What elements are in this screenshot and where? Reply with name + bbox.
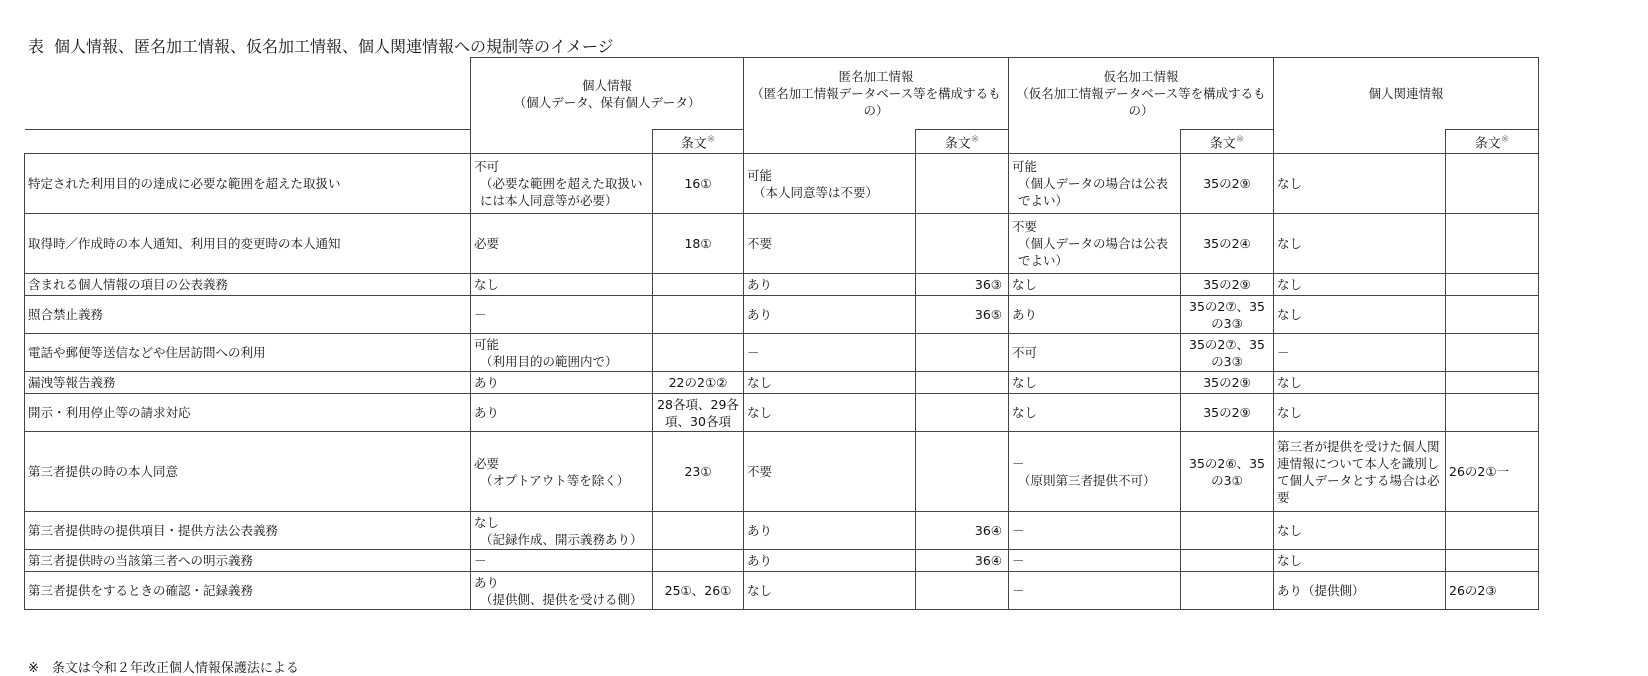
row-label-text: 電話や郵便等送信などや住居訪問への利用: [28, 345, 266, 360]
cell-related-info: [1274, 550, 1446, 572]
cell-value: あり: [1012, 307, 1038, 322]
footnote: ※ 条文は令和２年改正個人情報保護法による: [28, 661, 299, 676]
cell-personal-info: [471, 550, 653, 572]
cell-article: [1181, 394, 1274, 432]
cell-article: [653, 214, 744, 274]
cell-value: なし: [1012, 375, 1038, 390]
cell-anonymized-info: [744, 154, 916, 214]
cell-value: あり: [747, 277, 773, 292]
cell-value: なし: [1277, 176, 1303, 191]
cell-value: なし: [747, 405, 773, 420]
cell-pseudonymized-info: [1009, 274, 1181, 296]
cell-pseudonymized-info: [1009, 512, 1181, 550]
cell-note: （提供側、提供を受ける側）: [480, 591, 643, 607]
cell-value: 可能: [1012, 159, 1038, 174]
cell-article: [1446, 214, 1539, 274]
row-label-text: 照合禁止義務: [28, 307, 104, 322]
cell-personal-info: [471, 372, 653, 394]
cell-value: なし: [474, 277, 500, 292]
table-row: [25, 334, 1539, 372]
article-value: 35の2④: [1203, 236, 1251, 251]
cell-article: [1181, 432, 1274, 512]
article-value: 35の2⑨: [1203, 375, 1251, 390]
cell-article: [1446, 154, 1539, 214]
article-header: 条文※: [653, 130, 744, 154]
column-header-sub: （仮名加工情報データベース等を構成するもの）: [1016, 86, 1266, 118]
cell-article: [653, 274, 744, 296]
cell-anonymized-info: [744, 394, 916, 432]
cell-article: [1446, 572, 1539, 610]
cell-article: [1181, 550, 1274, 572]
cell-value: －: [1012, 553, 1025, 568]
corner-cell: [25, 58, 471, 130]
cell-article: [653, 154, 744, 214]
cell-article: [1181, 334, 1274, 372]
cell-value: 必要: [474, 236, 500, 251]
row-label-text: 開示・利用停止等の請求対応: [28, 405, 191, 420]
cell-anonymized-info: [744, 572, 916, 610]
cell-article: [1446, 512, 1539, 550]
table-title: [28, 34, 614, 57]
table-row: [25, 550, 1539, 572]
table-title-text: 個人情報、匿名加工情報、仮名加工情報、個人関連情報への規制等のイメージ: [54, 37, 614, 56]
cell-value: なし: [1277, 553, 1303, 568]
cell-value: なし: [1277, 236, 1303, 251]
cell-article: [653, 296, 744, 334]
cell-note: （利用目的の範囲内で）: [480, 353, 618, 369]
cell-article: [1181, 214, 1274, 274]
cell-related-info: [1274, 394, 1446, 432]
column-header-pseudonymized-info: [1009, 58, 1274, 130]
cell-article: [1181, 296, 1274, 334]
row-label: [25, 334, 471, 372]
row-label: [25, 154, 471, 214]
cell-article: [916, 334, 1009, 372]
article-value: 35の2⑨: [1203, 405, 1251, 420]
column-header-anonymized-info: [744, 58, 1009, 130]
cell-value: 必要: [474, 455, 500, 471]
article-value: 25①、26①: [664, 583, 732, 598]
cell-article: [1446, 274, 1539, 296]
cell-related-info: [1274, 512, 1446, 550]
cell-article: [1181, 512, 1274, 550]
cell-value: 不要: [747, 236, 773, 251]
cell-value: あり: [474, 405, 500, 420]
cell-value: なし: [474, 514, 500, 530]
table-row: [25, 154, 1539, 214]
table-row: [25, 274, 1539, 296]
row-label-text: 漏洩等報告義務: [28, 375, 116, 390]
article-value: 23①: [684, 464, 712, 479]
cell-value: なし: [1277, 307, 1303, 322]
cell-article: [1181, 274, 1274, 296]
cell-anonymized-info: [744, 432, 916, 512]
article-value: 35の2⑥、35の3①: [1189, 455, 1265, 488]
cell-value: －: [474, 307, 487, 322]
cell-article: [653, 432, 744, 512]
table-row: [25, 512, 1539, 550]
cell-article: [916, 572, 1009, 610]
row-label-text: 第三者提供の時の本人同意: [28, 464, 179, 479]
cell-pseudonymized-info: [1009, 572, 1181, 610]
article-header: 条文※: [1446, 130, 1539, 154]
cell-anonymized-info: [744, 372, 916, 394]
article-value: 26の2③: [1449, 583, 1497, 598]
cell-note: （個人データの場合は公表でよい）: [1018, 236, 1169, 268]
column-header-name: 個人関連情報: [1368, 86, 1444, 101]
cell-value: 第三者が提供を受けた個人関連情報について本人を識別して個人データとする場合は必要: [1277, 438, 1440, 505]
cell-article: [1446, 432, 1539, 512]
table-title-mark: 表: [28, 37, 45, 56]
cell-value: なし: [1277, 405, 1303, 420]
column-header-related-info: [1274, 58, 1539, 130]
article-header: 条文※: [916, 130, 1009, 154]
row-label: [25, 512, 471, 550]
cell-personal-info: [471, 296, 653, 334]
cell-article: [916, 512, 1009, 550]
cell-value: なし: [1277, 277, 1303, 292]
cell-pseudonymized-info: [1009, 372, 1181, 394]
cell-article: [653, 550, 744, 572]
cell-article: [1446, 334, 1539, 372]
cell-value: なし: [1012, 277, 1038, 292]
row-label: [25, 572, 471, 610]
header-spacer: [1274, 130, 1446, 154]
article-value: 35の2⑦、35の3③: [1189, 298, 1265, 331]
cell-personal-info: [471, 334, 653, 372]
cell-note: （必要な範囲を超えた取扱いには本人同意等が必要）: [480, 176, 643, 208]
article-value: 18①: [684, 236, 712, 251]
cell-article: [1181, 154, 1274, 214]
row-label: [25, 394, 471, 432]
cell-personal-info: [471, 394, 653, 432]
article-header: 条文※: [1181, 130, 1274, 154]
cell-pseudonymized-info: [1009, 334, 1181, 372]
cell-anonymized-info: [744, 334, 916, 372]
cell-related-info: [1274, 296, 1446, 334]
cell-article: [916, 296, 1009, 334]
cell-pseudonymized-info: [1009, 432, 1181, 512]
table-row: [25, 214, 1539, 274]
row-label: [25, 296, 471, 334]
cell-value: 不可: [474, 159, 500, 174]
cell-article: [1181, 372, 1274, 394]
cell-value: なし: [1277, 523, 1303, 538]
cell-article: [653, 512, 744, 550]
cell-value: あり（提供側）: [1277, 583, 1365, 598]
cell-pseudonymized-info: [1009, 214, 1181, 274]
row-label: [25, 372, 471, 394]
cell-value: －: [1012, 583, 1025, 598]
cell-note: （記録作成、開示義務あり）: [480, 531, 643, 547]
row-label-text: 第三者提供時の当該第三者への明示義務: [28, 553, 254, 568]
cell-pseudonymized-info: [1009, 394, 1181, 432]
cell-article: [653, 372, 744, 394]
row-label-text: 取得時／作成時の本人通知、利用目的変更時の本人通知: [28, 236, 341, 251]
cell-anonymized-info: [744, 512, 916, 550]
header-spacer: [471, 130, 653, 154]
cell-anonymized-info: [744, 214, 916, 274]
cell-pseudonymized-info: [1009, 296, 1181, 334]
cell-pseudonymized-info: [1009, 154, 1181, 214]
cell-article: [916, 394, 1009, 432]
cell-value: あり: [747, 553, 773, 568]
column-header-sub: （匿名加工情報データベース等を構成するもの）: [751, 86, 1001, 118]
row-label-text: 第三者提供時の提供項目・提供方法公表義務: [28, 523, 279, 538]
cell-article: [916, 214, 1009, 274]
cell-anonymized-info: [744, 296, 916, 334]
cell-article: [916, 550, 1009, 572]
article-value: 35の2⑨: [1203, 176, 1251, 191]
table-row: [25, 432, 1539, 512]
cell-value: －: [1012, 455, 1025, 471]
cell-value: あり: [747, 523, 773, 538]
cell-anonymized-info: [744, 550, 916, 572]
cell-value: あり: [474, 574, 500, 590]
cell-value: あり: [474, 375, 500, 390]
column-header-name: 仮名加工情報: [1103, 69, 1179, 84]
cell-article: [916, 154, 1009, 214]
row-label: [25, 214, 471, 274]
cell-related-info: [1274, 214, 1446, 274]
table-body: [25, 154, 1539, 610]
row-label-text: 第三者提供をするときの確認・記録義務: [28, 583, 254, 598]
cell-value: 可能: [474, 336, 500, 352]
cell-article: [1181, 572, 1274, 610]
header-spacer: [744, 130, 916, 154]
cell-note: （本人同意等は不要）: [753, 184, 879, 200]
cell-value: なし: [747, 375, 773, 390]
cell-article: [653, 572, 744, 610]
cell-value: －: [474, 553, 487, 568]
cell-note: （個人データの場合は公表でよい）: [1018, 176, 1169, 208]
cell-article: [653, 394, 744, 432]
cell-related-info: [1274, 274, 1446, 296]
cell-related-info: [1274, 154, 1446, 214]
cell-related-info: [1274, 432, 1446, 512]
cell-personal-info: [471, 274, 653, 296]
cell-related-info: [1274, 372, 1446, 394]
cell-article: [1446, 550, 1539, 572]
cell-article: [1446, 296, 1539, 334]
table-row: [25, 394, 1539, 432]
article-value: 28各項、29各項、30各項: [657, 396, 739, 429]
cell-value: 不可: [1012, 345, 1038, 360]
cell-personal-info: [471, 154, 653, 214]
row-label-text: 特定された利用目的の達成に必要な範囲を超えた取扱い: [28, 176, 341, 191]
table-row: [25, 572, 1539, 610]
cell-anonymized-info: [744, 274, 916, 296]
footnote-mark: ※: [1235, 133, 1245, 145]
cell-value: なし: [1277, 375, 1303, 390]
cell-personal-info: [471, 572, 653, 610]
article-value: 26の2①一: [1449, 464, 1510, 479]
column-header-name: 個人情報: [581, 77, 632, 93]
column-header-sub: （個人データ、保有個人データ）: [513, 94, 701, 110]
cell-value: あり: [747, 307, 773, 322]
cell-personal-info: [471, 214, 653, 274]
cell-value: 不要: [1012, 219, 1038, 234]
header-spacer: [1009, 130, 1181, 154]
cell-article: [916, 372, 1009, 394]
row-label-text: 含まれる個人情報の項目の公表義務: [28, 277, 229, 292]
cell-value: －: [1012, 523, 1025, 538]
article-value: 36③: [974, 277, 1002, 292]
cell-personal-info: [471, 432, 653, 512]
cell-value: 不要: [747, 464, 773, 479]
column-header-name: 匿名加工情報: [838, 69, 914, 84]
corner-cell: [25, 130, 471, 154]
article-value: 36④: [974, 523, 1002, 538]
article-value: 36④: [974, 553, 1002, 568]
article-value: 16①: [684, 176, 712, 191]
article-value: 36⑤: [974, 307, 1002, 322]
cell-article: [653, 334, 744, 372]
article-value: 35の2⑨: [1203, 277, 1251, 292]
row-label: [25, 432, 471, 512]
column-header-personal-info: [471, 58, 744, 130]
cell-article: [1446, 372, 1539, 394]
cell-related-info: [1274, 572, 1446, 610]
cell-note: （原則第三者提供不可）: [1018, 472, 1156, 488]
article-value: 22の2①②: [668, 375, 728, 390]
footnote-mark: ※: [970, 133, 980, 145]
footnote-mark: ※: [706, 133, 716, 145]
cell-value: なし: [747, 583, 773, 598]
regulation-table: [24, 57, 1539, 610]
cell-pseudonymized-info: [1009, 550, 1181, 572]
cell-value: なし: [1012, 405, 1038, 420]
cell-article: [916, 432, 1009, 512]
cell-related-info: [1274, 334, 1446, 372]
footnote-mark: ※: [1500, 133, 1510, 145]
cell-article: [1446, 394, 1539, 432]
table-row: [25, 372, 1539, 394]
cell-value: －: [1277, 345, 1290, 360]
cell-value: －: [747, 345, 760, 360]
cell-article: [916, 274, 1009, 296]
table-row: [25, 296, 1539, 334]
cell-value: 可能: [747, 167, 773, 183]
row-label: [25, 550, 471, 572]
cell-note: （オプトアウト等を除く）: [480, 472, 630, 488]
row-label: [25, 274, 471, 296]
article-value: 35の2⑦、35の3③: [1189, 336, 1265, 369]
cell-personal-info: [471, 512, 653, 550]
